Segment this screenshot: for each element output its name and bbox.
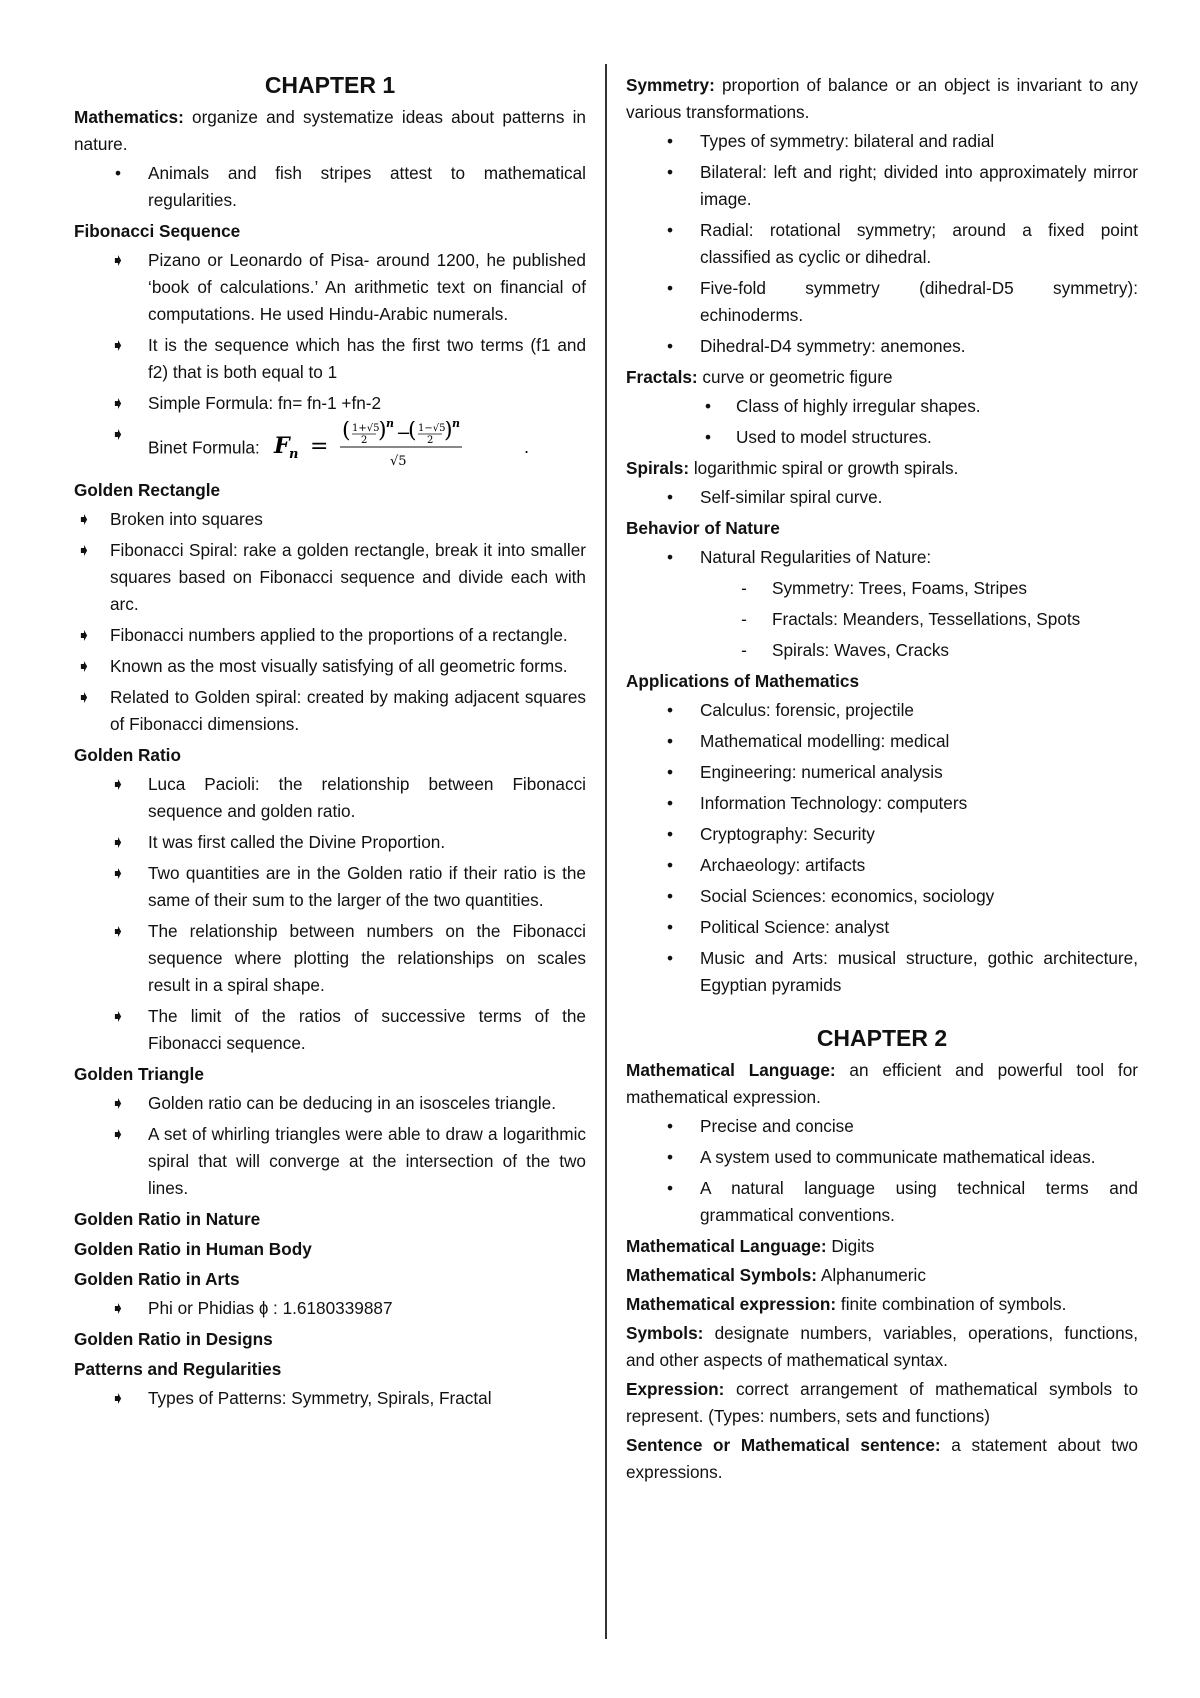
term-math-expression: Mathematical expression: — [626, 1294, 837, 1314]
bullet-icon: ➧ — [110, 1124, 126, 1144]
list-item-text: The relationship between numbers on the Fibonacci sequence where plotting the relationships on scales result in a spiral shape. — [148, 921, 586, 995]
list-item — [74, 1003, 586, 1057]
list-item-text: Political Science: analyst — [700, 917, 890, 937]
fibonacci-list — [74, 247, 586, 471]
bullet-icon: ➧ — [110, 335, 126, 355]
list-item-text: Golden ratio can be deducing in an isosceles triangle. — [148, 1093, 556, 1113]
bullet-icon: ➧ — [110, 921, 126, 941]
bullet-icon: • — [666, 731, 674, 751]
paren-right-b: ) — [443, 421, 453, 443]
list-item-text: Known as the most visually satisfying of all geometric forms. — [110, 656, 568, 676]
list-item — [626, 128, 1138, 155]
bullet-icon: • — [666, 220, 674, 240]
symmetry-definition — [626, 72, 1138, 126]
list-item-text: Simple Formula: fn= fn-1 +fn-2 — [148, 393, 382, 413]
list-item — [626, 914, 1138, 941]
heading-patterns-regularities: Patterns and Regularities — [74, 1359, 282, 1379]
list-item — [626, 697, 1138, 724]
mathematics-definition — [74, 104, 586, 158]
formula-num-a: 1+√5 — [351, 423, 380, 434]
formula-pow-b: n — [451, 421, 460, 430]
list-item — [626, 883, 1138, 910]
list-item-text: Music and Arts: musical structure, gothic architecture, Egyptian pyramids — [700, 948, 1138, 995]
applications-list — [626, 697, 1138, 999]
list-item — [626, 424, 1138, 451]
list-item-text: Dihedral-D4 symmetry: anemones. — [700, 336, 966, 356]
list-item-text: Natural Regularities of Nature: — [700, 547, 932, 567]
dash-icon: - — [741, 609, 747, 629]
list-item-text: Social Sciences: economics, sociology — [700, 886, 995, 906]
chapter-1-title: CHAPTER 1 — [264, 72, 396, 98]
math-language-definition — [626, 1057, 1138, 1111]
list-item — [626, 821, 1138, 848]
right-column — [626, 72, 1138, 1488]
list-item-text: Information Technology: computers — [700, 793, 968, 813]
term-symmetry: Symmetry: — [626, 75, 715, 95]
list-item-text: A set of whirling triangles were able to draw a logarithmic spiral that will converge at the intersection of the two lines. — [148, 1124, 586, 1198]
list-item-text: Two quantities are in the Golden ratio if their ratio is the same of their sum to the larger of the two quantities. — [148, 863, 586, 910]
heading-golden-ratio: Golden Ratio — [74, 745, 181, 765]
heading-golden-ratio-nature: Golden Ratio in Nature — [74, 1209, 261, 1229]
fractals-list — [626, 393, 1138, 451]
math-symbols — [626, 1262, 1138, 1289]
def-expression: correct arrangement of mathematical symbols to represent. (Types: numbers, sets and functions) — [626, 1379, 1138, 1426]
bullet-icon: ➧ — [110, 832, 126, 852]
list-item — [74, 1090, 586, 1117]
list-item — [626, 544, 1138, 571]
list-item-text: Luca Pacioli: the relationship between Fibonacci sequence and golden ratio. — [148, 774, 586, 821]
def-math-language-2: Digits — [826, 1236, 875, 1256]
bullet-icon: • — [666, 487, 674, 507]
golden-ratio-arts-list — [74, 1295, 586, 1322]
bullet-icon: • — [666, 547, 674, 567]
list-item — [626, 1144, 1138, 1171]
column-divider — [605, 64, 607, 1639]
list-item — [74, 1295, 586, 1322]
list-item — [74, 1121, 586, 1202]
list-item — [626, 1175, 1138, 1229]
bullet-icon: • — [666, 1178, 674, 1198]
list-item-text: Self-similar spiral curve. — [700, 487, 883, 507]
heading-golden-ratio-designs: Golden Ratio in Designs — [74, 1329, 273, 1349]
list-item — [626, 393, 1138, 420]
list-item-text: Binet Formula: — [148, 437, 260, 458]
def-mathematics: organize and systematize ideas about patterns in nature. — [74, 107, 586, 154]
golden-triangle-list — [74, 1090, 586, 1202]
sentence-definition — [626, 1432, 1138, 1486]
formula-lhs: F — [273, 433, 290, 459]
list-item-text: Used to model structures. — [736, 427, 932, 447]
formula-period: . — [523, 438, 529, 457]
term-spirals: Spirals: — [626, 458, 690, 478]
list-item-text: Five-fold symmetry (dihedral-D5 symmetry): echinoderms. — [700, 278, 1138, 325]
list-item-text: Fractals: Meanders, Tessellations, Spots — [772, 609, 1081, 629]
list-item — [626, 575, 1138, 602]
list-item — [626, 1113, 1138, 1140]
patterns-list — [74, 1385, 586, 1412]
binet-formula-graphic — [272, 421, 542, 469]
list-item — [626, 790, 1138, 817]
expression-definition — [626, 1376, 1138, 1430]
fractals-definition — [626, 364, 1138, 391]
term-math-language: Mathematical Language: — [626, 1060, 836, 1080]
list-item-text: Bilateral: left and right; divided into approximately mirror image. — [700, 162, 1138, 209]
paren-right-a: ) — [377, 421, 387, 443]
bullet-icon: • — [666, 1116, 674, 1136]
heading-applications: Applications of Mathematics — [626, 671, 860, 691]
bullet-icon: ➧ — [110, 393, 126, 413]
term-symbols: Symbols: — [626, 1323, 704, 1343]
list-item-text: Types of symmetry: bilateral and radial — [700, 131, 995, 151]
list-item — [626, 852, 1138, 879]
bullet-icon: • — [666, 948, 674, 968]
list-item — [74, 506, 586, 533]
bullet-icon: ➧ — [110, 1006, 126, 1026]
list-item — [626, 759, 1138, 786]
list-item — [74, 537, 586, 618]
list-item — [626, 484, 1138, 511]
bullet-icon: • — [666, 917, 674, 937]
binet-formula — [272, 421, 542, 477]
def-math-language: an efficient and powerful tool for mathematical expression. — [626, 1060, 1138, 1107]
formula-sub: n — [288, 447, 299, 462]
list-item-text: Animals and fish stripes attest to mathematical regularities. — [148, 163, 586, 210]
list-item — [74, 684, 586, 738]
bullet-icon: • — [666, 700, 674, 720]
bullet-icon: • — [666, 824, 674, 844]
list-item — [626, 159, 1138, 213]
bullet-icon: • — [666, 336, 674, 356]
formula-num-b: 1−√5 — [417, 423, 446, 434]
def-spirals: logarithmic spiral or growth spirals. — [689, 458, 959, 478]
bullet-icon: • — [704, 427, 712, 447]
list-item-text: The limit of the ratios of successive terms of the Fibonacci sequence. — [148, 1006, 586, 1053]
paren-left-a: ( — [341, 421, 351, 443]
formula-pow-a: n — [385, 421, 394, 430]
list-item-text: It was first called the Divine Proportion. — [148, 832, 446, 852]
list-item-text: Symmetry: Trees, Foams, Stripes — [772, 578, 1028, 598]
paren-left-b: ( — [407, 421, 417, 443]
dash-icon: - — [741, 578, 747, 598]
spirals-list — [626, 484, 1138, 511]
list-item — [74, 1385, 586, 1412]
bullet-icon: ➧ — [76, 687, 92, 707]
list-item-text: Mathematical modelling: medical — [700, 731, 950, 751]
bullet-icon: ➧ — [110, 250, 126, 270]
list-item — [626, 606, 1138, 633]
bullet-icon: ➧ — [110, 1388, 126, 1408]
golden-ratio-list — [74, 771, 586, 1057]
bullet-icon: ➧ — [76, 625, 92, 645]
def-math-expression: finite combination of symbols. — [836, 1294, 1067, 1314]
dash-icon: - — [741, 640, 747, 660]
bullet-icon: ➧ — [110, 1298, 126, 1318]
list-item-text: Calculus: forensic, projectile — [700, 700, 914, 720]
list-item — [626, 275, 1138, 329]
def-symbols: designate numbers, variables, operations, functions, and other aspects of mathematical syntax. — [626, 1323, 1138, 1370]
symmetry-list — [626, 128, 1138, 360]
list-item — [74, 160, 586, 214]
heading-behavior-of-nature: Behavior of Nature — [626, 518, 780, 538]
formula-eq: = — [309, 434, 329, 459]
bullet-icon: • — [666, 793, 674, 813]
list-item-text: Broken into squares — [110, 509, 263, 529]
list-item-text: A natural language using technical terms and grammatical conventions. — [700, 1178, 1138, 1225]
spirals-definition — [626, 455, 1138, 482]
list-item-text: Radial: rotational symmetry; around a fixed point classified as cyclic or dihedral. — [700, 220, 1138, 267]
list-item-text: Fibonacci numbers applied to the proportions of a rectangle. — [110, 625, 568, 645]
def-fractals: curve or geometric figure — [697, 367, 893, 387]
list-item-text: Phi or Phidias ɸ : 1.6180339887 — [148, 1298, 393, 1318]
heading-golden-ratio-arts: Golden Ratio in Arts — [74, 1269, 240, 1289]
formula-den-a: 2 — [360, 435, 368, 446]
list-item-text: Class of highly irregular shapes. — [736, 396, 981, 416]
heading-golden-ratio-human-body: Golden Ratio in Human Body — [74, 1239, 312, 1259]
bullet-icon: ➧ — [110, 1093, 126, 1113]
bullet-icon: • — [666, 855, 674, 875]
list-item — [626, 728, 1138, 755]
bullet-icon: • — [666, 762, 674, 782]
list-item-text: Engineering: numerical analysis — [700, 762, 943, 782]
math-language-list — [626, 1113, 1138, 1229]
bullet-icon: • — [666, 162, 674, 182]
term-math-language-2: Mathematical Language: — [626, 1236, 827, 1256]
list-item — [626, 637, 1138, 664]
list-item-text: Types of Patterns: Symmetry, Spirals, Fractal — [148, 1388, 492, 1408]
bullet-icon: ➧ — [110, 424, 126, 444]
term-math-symbols: Mathematical Symbols: — [626, 1265, 818, 1285]
heading-golden-rectangle: Golden Rectangle — [74, 480, 221, 500]
list-item-text: It is the sequence which has the first two terms (f1 and f2) that is both equal to 1 — [148, 335, 586, 382]
list-item — [74, 247, 586, 328]
behavior-list — [626, 544, 1138, 664]
def-sentence: a statement about two expressions. — [626, 1435, 1138, 1482]
list-item-text: Archaeology: artifacts — [700, 855, 866, 875]
list-item-text: Cryptography: Security — [700, 824, 875, 844]
list-item — [626, 945, 1138, 999]
list-item — [74, 332, 586, 386]
term-expression: Expression: — [626, 1379, 725, 1399]
list-item-text: Fibonacci Spiral: rake a golden rectangle, break it into smaller squares based on Fibonacci sequence and divide each with arc. — [110, 540, 586, 614]
chapter-2-title: CHAPTER 2 — [816, 1025, 948, 1051]
list-item — [74, 918, 586, 999]
golden-rectangle-list — [74, 506, 586, 738]
mathematics-list — [74, 160, 586, 214]
term-mathematics: Mathematics: — [74, 107, 184, 127]
list-item — [74, 390, 586, 417]
bullet-icon: ➧ — [110, 774, 126, 794]
list-item-text: Spirals: Waves, Cracks — [772, 640, 950, 660]
list-item — [74, 622, 586, 649]
list-item — [74, 771, 586, 825]
list-item — [74, 653, 586, 680]
def-symmetry: proportion of balance or an object is invariant to any various transformations. — [626, 75, 1138, 122]
bullet-icon: • — [666, 886, 674, 906]
bullet-icon: ➧ — [110, 863, 126, 883]
list-item — [74, 421, 586, 471]
bullet-icon: • — [666, 278, 674, 298]
bullet-icon: • — [666, 1147, 674, 1167]
formula-minus: − — [395, 423, 411, 444]
bullet-icon: ➧ — [76, 540, 92, 560]
math-expression — [626, 1291, 1138, 1318]
list-item — [74, 829, 586, 856]
formula-den: √5 — [389, 454, 407, 469]
heading-fibonacci-sequence: Fibonacci Sequence — [74, 221, 241, 241]
list-item-text: A system used to communicate mathematical ideas. — [700, 1147, 1096, 1167]
list-item-text: Related to Golden spiral: created by making adjacent squares of Fibonacci dimensions. — [110, 687, 586, 734]
bullet-icon: ➧ — [76, 509, 92, 529]
term-fractals: Fractals: — [626, 367, 698, 387]
bullet-icon: ➧ — [76, 656, 92, 676]
left-column — [74, 62, 586, 1416]
term-sentence: Sentence or Mathematical sentence: — [626, 1435, 941, 1455]
symbols-definition — [626, 1320, 1138, 1374]
list-item-text: Pizano or Leonardo of Pisa- around 1200, he published ‘book of calculations.’ An arithmetic text on financial of computations. He used Hindu-Arabic numerals. — [148, 250, 586, 324]
list-item — [626, 217, 1138, 271]
def-math-symbols: Alphanumeric — [817, 1265, 926, 1285]
list-item — [626, 333, 1138, 360]
bullet-icon: • — [666, 131, 674, 151]
bullet-icon: • — [114, 163, 122, 183]
list-item — [74, 860, 586, 914]
math-language-digits — [626, 1233, 1138, 1260]
formula-den-b: 2 — [426, 435, 434, 446]
list-item-text: Precise and concise — [700, 1116, 854, 1136]
bullet-icon: • — [704, 396, 712, 416]
heading-golden-triangle: Golden Triangle — [74, 1064, 204, 1084]
